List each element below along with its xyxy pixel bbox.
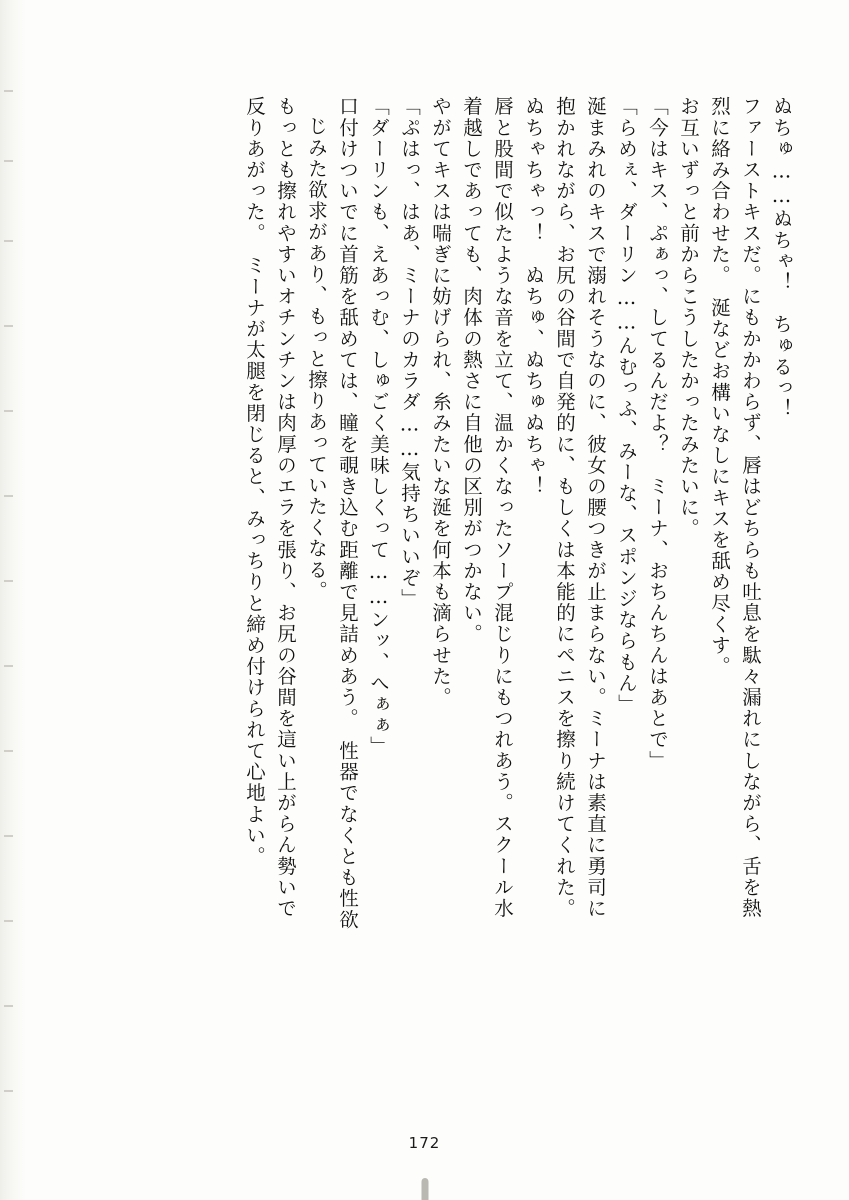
text-column: 涎まみれのキスで溺れそうなのに、彼女の腰つきが止まらない。ミーナは素直に勇司に: [584, 96, 607, 919]
edge-mark: [4, 410, 13, 412]
text-column: お互いずっと前からこうしたかったみたいに。: [677, 96, 700, 540]
edge-mark: [4, 580, 13, 582]
page-number: 172: [408, 1134, 441, 1152]
edge-mark: [4, 920, 13, 922]
edge-mark: [4, 495, 13, 497]
text-column: 唇と股間で似たような音を立て、温かくなったソープ混じりにもつれあう。スクール水: [491, 96, 514, 919]
edge-mark: [4, 835, 13, 837]
text-column: 反りあがった。 ミーナが太腿を閉じると、みっちりと締め付けられて心地よい。: [243, 96, 266, 867]
vertical-text-body: [91, 96, 791, 1096]
edge-mark: [4, 1005, 13, 1007]
scan-edge-marks: [4, 90, 18, 1100]
edge-mark: [4, 750, 13, 752]
edge-mark: [4, 90, 13, 92]
text-column: 「今はキス、ぷぁっ、してるんだよ？ ミーナ、おちんちんはあとで」: [646, 96, 669, 772]
text-column: 「ダーリンも、えあっむ、しゅごく美味しくって……ンッ、へぁぁ」: [367, 96, 390, 758]
text-column: ファーストキスだ。にもかかわらず、唇はどちらも吐息を駄々漏れにしながら、舌を熱: [739, 96, 762, 919]
edge-mark: [4, 1090, 13, 1092]
text-column: ぬちゃちゃっ！ ぬちゅ、ぬちゅぬちゃ！: [522, 96, 545, 497]
text-column: 烈に絡み合わせた。 涎などお構いなしにキスを舐め尽くす。: [708, 96, 731, 678]
text-column: じみた欲求があり、もっと擦りあっていたくなる。: [305, 116, 328, 602]
text-column: やがてキスは喘ぎに妨げられ、糸みたいな涎を何本も滴らせた。: [429, 96, 452, 708]
edge-mark: [4, 240, 13, 242]
edge-mark: [4, 665, 13, 667]
text-column: 抱かれながら、お尻の谷間で自発的に、もしくは本能的にペニスを擦り続けてくれた。: [553, 96, 576, 919]
text-column: もっとも擦れやすいオチンチンは肉厚のエラを張り、お尻の谷間を這い上がらん勢いで: [274, 96, 297, 919]
text-column: 「ぷはっ、はあ、ミーナのカラダ……気持ちいいぞ」: [398, 96, 421, 610]
edge-mark: [4, 160, 13, 162]
spine-marker: [421, 1178, 428, 1200]
text-column: 口付けついでに首筋を舐めては、瞳を覗き込む距離で見詰めあう。 性器でなくとも性欲: [336, 96, 359, 931]
text-column: 着越しであっても、肉体の熱さに自他の区別がつかない。: [460, 96, 483, 645]
text-column: 「らめぇ、ダーリン……んむっふ、みーな、スポンジならもん」: [615, 96, 638, 715]
text-column: ぬちゅ……ぬちゃ！ ちゅるっ！: [770, 96, 793, 420]
edge-mark: [4, 325, 13, 327]
